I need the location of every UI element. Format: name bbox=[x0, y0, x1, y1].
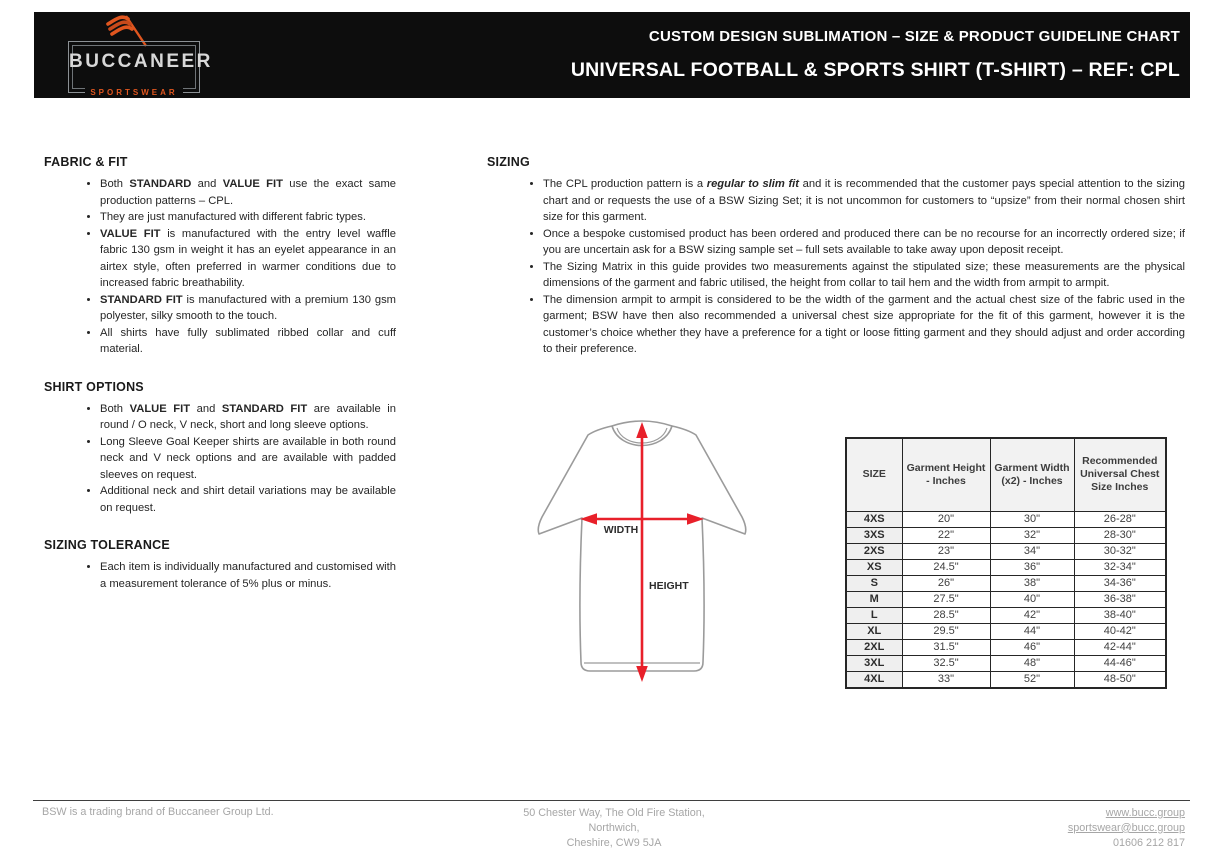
size-table-header bbox=[846, 438, 1166, 511]
text-segment: and bbox=[190, 402, 222, 415]
logo-sub-text: SPORTSWEAR bbox=[85, 87, 182, 98]
left-column bbox=[44, 155, 396, 592]
size-cell: M bbox=[846, 591, 902, 607]
text-segment: and it is recommended that the customer pays special attention to the sizing chart and or requests the use of a BSW Sizing Set; it is not uncommon for customers to “upsize” from their normal chosen shirt size for this garment. bbox=[543, 178, 1185, 223]
bullet-item bbox=[100, 292, 396, 325]
footer-trading-text: BSW is a trading brand of Buccaneer Group Ltd. bbox=[42, 806, 274, 818]
footer-divider bbox=[33, 800, 1190, 801]
text-segment: The Sizing Matrix in this guide provides two measurements against the stipulated size; these measurements are the physical dimensions of the garment and fabric utilised, the height from collar to tail hem and the width from armpit to armpit. bbox=[543, 260, 1185, 289]
column-header: Recommended Universal Chest Size Inches bbox=[1074, 438, 1166, 511]
table-row bbox=[846, 623, 1166, 639]
right-column bbox=[487, 155, 1185, 358]
tshirt-diagram bbox=[508, 412, 800, 704]
value-cell: 22" bbox=[902, 527, 990, 543]
value-cell: 26" bbox=[902, 575, 990, 591]
value-cell: 27.5" bbox=[902, 591, 990, 607]
text-segment: Additional neck and shirt detail variations may be available on request. bbox=[100, 485, 396, 514]
column-header: Garment Height - Inches bbox=[902, 438, 990, 511]
size-table-body bbox=[846, 511, 1166, 688]
bullet-item bbox=[543, 259, 1185, 292]
text-segment: is manufactured with the entry level waffle fabric 130 gsm in weight it has an eyelet appearance in an airtex style, often preferred in warmer conditions due to increased fabric breathability. bbox=[100, 227, 396, 289]
text-segment: Both bbox=[100, 402, 130, 415]
size-cell: XS bbox=[846, 559, 902, 575]
email-link[interactable]: sportswear@bucc.group bbox=[1067, 821, 1185, 834]
height-label: HEIGHT bbox=[649, 580, 689, 592]
bullet-item bbox=[100, 434, 396, 484]
table-row bbox=[846, 607, 1166, 623]
value-cell: 38-40" bbox=[1074, 607, 1166, 623]
value-cell: 42-44" bbox=[1074, 639, 1166, 655]
value-cell: 44" bbox=[990, 623, 1074, 639]
text-segment: Each item is individually manufactured and customised with a measurement tolerance of 5% plus or minus. bbox=[100, 561, 396, 590]
bullet-item bbox=[543, 226, 1185, 259]
value-cell: 20" bbox=[902, 511, 990, 527]
bullet-list bbox=[44, 176, 396, 358]
value-cell: 32-34" bbox=[1074, 559, 1166, 575]
table-row bbox=[846, 511, 1166, 527]
section-heading: SHIRT OPTIONS bbox=[44, 379, 144, 394]
text-segment: All shirts have fully sublimated ribbed collar and cuff material. bbox=[100, 326, 396, 355]
text-segment: are available in round / O neck, V neck, short and long sleeve options. bbox=[100, 402, 397, 431]
size-cell: 2XL bbox=[846, 639, 902, 655]
value-cell: 32.5" bbox=[902, 655, 990, 671]
text-segment: is manufactured with a premium 130 gsm polyester, silky smooth to the touch. bbox=[100, 293, 396, 322]
text-segment: The CPL production pattern is a bbox=[543, 178, 707, 190]
size-cell: L bbox=[846, 607, 902, 623]
bullet-item bbox=[100, 401, 396, 434]
bullet-item bbox=[543, 292, 1185, 358]
value-cell: 33" bbox=[902, 671, 990, 688]
value-cell: 23" bbox=[902, 543, 990, 559]
text-segment: They are just manufactured with different fabric types. bbox=[100, 211, 366, 223]
value-cell: 30" bbox=[990, 511, 1074, 527]
bullet-item bbox=[100, 226, 396, 292]
table-row bbox=[846, 655, 1166, 671]
value-cell: 28.5" bbox=[902, 607, 990, 623]
bullet-item bbox=[543, 176, 1185, 226]
text-segment: VALUE FIT bbox=[129, 402, 191, 415]
value-cell: 42" bbox=[990, 607, 1074, 623]
text-segment: and bbox=[191, 178, 223, 190]
text-segment: use the exact same production patterns – CPL. bbox=[100, 178, 397, 207]
value-cell: 38" bbox=[990, 575, 1074, 591]
bullet-list bbox=[487, 176, 1185, 358]
footer-contact bbox=[1068, 806, 1185, 850]
size-table bbox=[845, 437, 1167, 689]
bullet-item bbox=[100, 483, 396, 516]
section-heading: FABRIC & FIT bbox=[44, 155, 128, 169]
text-segment: STANDARD FIT bbox=[100, 293, 183, 306]
table-row bbox=[846, 639, 1166, 655]
value-cell: 52" bbox=[990, 671, 1074, 688]
text-segment: regular to slim fit bbox=[706, 178, 800, 190]
value-cell: 48-50" bbox=[1074, 671, 1166, 688]
table-row bbox=[846, 671, 1166, 688]
value-cell: 31.5" bbox=[902, 639, 990, 655]
value-cell: 34" bbox=[990, 543, 1074, 559]
text-segment: The dimension armpit to armpit is considered to be the width of the garment and the actual chest size of the fabric used in the garment; BSW have then also recommended a universal chest size appropriate for the fit of this garment, however it is the customer’s choice whether they have a preference for a tight or loose fitting garment and they should adjust and order according to their preference. bbox=[543, 293, 1185, 355]
text-segment: Once a bespoke customised product has been ordered and produced there can be no recourse for an incorrectly ordered size; if you are uncertain ask for a BSW sizing sample set – full sets available to take away upon deposit receipt. bbox=[543, 227, 1185, 256]
value-cell: 26-28" bbox=[1074, 511, 1166, 527]
logo-brand-text: BUCCANEER bbox=[69, 51, 213, 72]
text-segment: Long Sleeve Goal Keeper shirts are available in both round neck and V neck options and are available with padded sleeves on request. bbox=[100, 435, 396, 481]
header-bar bbox=[34, 12, 1190, 98]
size-cell: 4XL bbox=[846, 671, 902, 688]
column-header: Garment Width (x2) - Inches bbox=[990, 438, 1074, 511]
document-subtitle: UNIVERSAL FOOTBALL & SPORTS SHIRT (T-SHIRT) – REF: CPL bbox=[570, 59, 1180, 81]
footer-address bbox=[464, 806, 764, 850]
address-line: 50 Chester Way, The Old Fire Station, bbox=[523, 807, 705, 819]
address-line: Cheshire, CW9 5JA bbox=[566, 836, 662, 849]
value-cell: 40" bbox=[990, 591, 1074, 607]
value-cell: 34-36" bbox=[1074, 575, 1166, 591]
value-cell: 36" bbox=[990, 559, 1074, 575]
table-row bbox=[846, 559, 1166, 575]
table-row bbox=[846, 575, 1166, 591]
bullet-item bbox=[100, 176, 396, 209]
text-segment: STANDARD FIT bbox=[221, 402, 308, 415]
section-heading: SIZING TOLERANCE bbox=[44, 538, 170, 552]
phone-number: 01606 212 817 bbox=[1112, 836, 1185, 849]
value-cell: 28-30" bbox=[1074, 527, 1166, 543]
table-row bbox=[846, 591, 1166, 607]
value-cell: 24.5" bbox=[902, 559, 990, 575]
bullet-list bbox=[44, 401, 396, 517]
value-cell: 29.5" bbox=[902, 623, 990, 639]
section-heading: SIZING bbox=[487, 155, 530, 169]
size-cell: 4XS bbox=[846, 511, 902, 527]
size-cell: XL bbox=[846, 623, 902, 639]
logo-frame bbox=[68, 41, 213, 97]
brand-logo bbox=[56, 13, 213, 97]
website-link[interactable]: www.bucc.group bbox=[1105, 807, 1185, 819]
value-cell: 48" bbox=[990, 655, 1074, 671]
value-cell: 40-42" bbox=[1074, 623, 1166, 639]
value-cell: 46" bbox=[990, 639, 1074, 655]
bullet-item bbox=[100, 559, 396, 592]
size-cell: 2XS bbox=[846, 543, 902, 559]
bullet-list bbox=[44, 559, 396, 592]
text-segment: VALUE FIT bbox=[222, 178, 283, 190]
table-row bbox=[846, 527, 1166, 543]
value-cell: 44-46" bbox=[1074, 655, 1166, 671]
address-line: Northwich, bbox=[588, 821, 640, 834]
text-segment: VALUE FIT bbox=[100, 227, 161, 240]
text-segment: Both bbox=[100, 178, 130, 190]
size-cell: 3XS bbox=[846, 527, 902, 543]
table-row bbox=[846, 543, 1166, 559]
size-cell: 3XL bbox=[846, 655, 902, 671]
column-header: SIZE bbox=[846, 438, 902, 511]
bullet-item bbox=[100, 209, 396, 226]
value-cell: 30-32" bbox=[1074, 543, 1166, 559]
value-cell: 36-38" bbox=[1074, 591, 1166, 607]
bullet-item bbox=[100, 325, 396, 358]
value-cell: 32" bbox=[990, 527, 1074, 543]
width-label: WIDTH bbox=[603, 524, 639, 536]
header-titles bbox=[571, 28, 1190, 82]
document-title: CUSTOM DESIGN SUBLIMATION – SIZE & PRODUCT GUIDELINE CHART bbox=[648, 28, 1180, 45]
size-cell: S bbox=[846, 575, 902, 591]
header-row bbox=[846, 438, 1166, 511]
text-segment: STANDARD bbox=[129, 178, 192, 190]
